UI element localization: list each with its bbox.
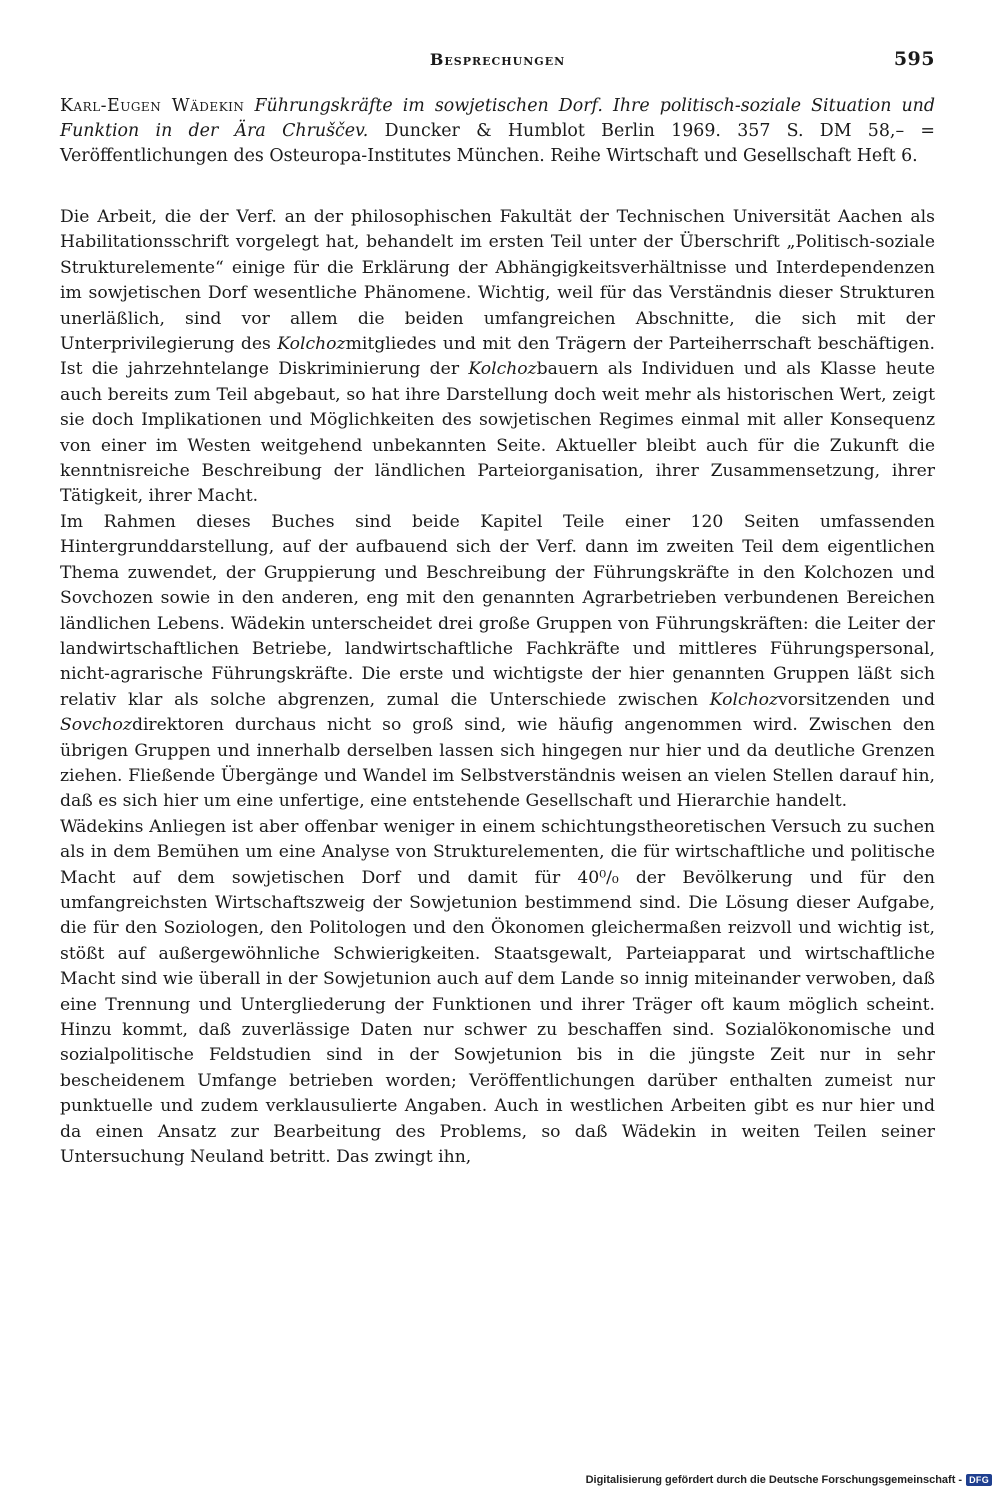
paragraph-3: Wädekins Anliegen ist aber offenbar weniger in einem schichtungstheoretischen Versuch zu suchen als in dem Bemühen um eine Analyse von Strukturelementen, die für wirtschaftliche und politische Macht auf dem sowjetischen Dorf und damit für 40⁰/₀ der Bevölkerung und für den umfangreichsten Wirtschaftszweig der Sowjetunion bestimmend sind. Die Lösung dieser Aufgabe, die für den Soziologen, den Politologen und den Ökonomen gleichermaßen reizvoll und wichtig ist, stößt auf außergewöhnliche Schwierigkeiten. Staatsgewalt, Parteiapparat und wirtschaftliche Macht sind wie überall in der Sowjetunion auch auf dem Lande so innig miteinander verwoben, daß eine Trennung und Untergliederung der Funktionen und ihrer Träger oft kaum möglich scheint. Hinzu kommt, daß zuverlässige Daten nur schwer zu beschaffen sind. Sozialökonomische und sozialpolitische Feldstudien sind in der Sowjetunion bis in die jüngste Zeit nur in sehr bescheidenem Umfange betrieben worden; Veröffentlichungen darüber enthalten zumeist nur punktuelle und zudem verklausulierte Angaben. Auch in westlichen Arbeiten gibt es nur hier und da einen Ansatz zur Bearbeitung des Problems, so daß Wädekin in weiten Teilen seiner Untersuchung Neuland betritt. Das zwingt ihn, (60, 816, 935, 1168)
digitization-footer (586, 1474, 992, 1486)
running-title: Besprechungen (429, 50, 566, 69)
paragraph-1-text-1: Die Arbeit, die der Verf. an der philosophischen Fakultät der Technischen Universität Aachen als Habilitationsschrift vorgelegt hat, behandelt im ersten Teil unter der Überschrift „Politisch-soziale Strukturelemente“ einige für die Erklärung der Abhängigkeitsverhältnisse und Interdependenzen im sowjetischen Dorf wesentliche Phänomene. Wichtig, weil für das Verständnis dieser Strukturen unerläßlich, sind vor allem die beiden umfangreichen Abschnitte, die sich mit der Unterprivilegierung des (60, 207, 935, 355)
paragraph-2-italic-1: Kolchoz (709, 689, 779, 710)
paragraph-2-italic-2: Sovchoz (60, 715, 132, 736)
paragraph-1-italic-2: Kolchoz (468, 359, 537, 380)
paragraph-2-text-2: vorsitzenden und (778, 689, 935, 710)
book-citation (60, 94, 935, 169)
citation-title: Führungskräfte im sowjetischen Dorf. Ihre politisch-soziale Situation und Funktion in der Ära Chruščev. (60, 96, 935, 141)
paragraph-1-italic-1: Kolchoz (277, 334, 346, 355)
paragraph-1 (60, 205, 935, 510)
running-header (60, 46, 935, 76)
citation-publication: Duncker & Humblot Berlin 1969. 357 S. DM 58,– = Veröffentlichungen des Osteuropa-Institutes München. Reihe Wirtschaft und Gesellschaft Heft 6. (60, 121, 936, 166)
dfg-logo-icon: DFG (966, 1474, 992, 1486)
paragraph-1-text-2: mitgliedes und mit den Trägern der Parteiherrschaft beschäftigen. Ist die jahrzehntelange Diskriminierung der (60, 334, 935, 380)
citation-author: Karl-Eugen Wädekin (60, 96, 245, 116)
paragraph-2 (60, 510, 935, 815)
document-page (60, 46, 935, 1170)
digitization-note: Digitalisierung gefördert durch die Deutsche Forschungsgemeinschaft - (585, 1474, 963, 1486)
review-body (60, 205, 935, 1170)
paragraph-2-text-3: direktoren durchaus nicht so groß sind, wie häufig angenommen wird. Zwischen den übrigen Gruppen und innerhalb derselben lassen sich hingegen nur hier und da deutliche Grenzen ziehen. Fließende Übergänge und Wandel im Selbstverständnis weisen an vielen Stellen darauf hin, daß es sich hier um eine unfertige, eine entstehende Gesellschaft und Hierarchie handelt. (60, 715, 935, 812)
paragraph-1-text-3: bauern als Individuen und als Klasse heute auch bereits zum Teil abgebaut, so hat ihre Darstellung doch weit mehr als historischen Wert, zeigt sie doch Implikationen und Möglichkeiten des sowjetischen Regimes einmal mit aller Konsequenz von einer im Westen weitgehend unbekannten Seite. Aktueller bleibt auch für die Zukunft die kenntnisreiche Beschreibung der ländlichen Parteiorganisation, ihrer Zusammensetzung, ihrer Tätigkeit, ihrer Macht. (60, 359, 935, 507)
page-number: 595 (893, 48, 935, 70)
paragraph-2-text-1: Im Rahmen dieses Buches sind beide Kapitel Teile einer 120 Seiten umfassenden Hintergrunddarstellung, auf der aufbauend sich der Verf. dann im zweiten Teil dem eigentlichen Thema zuwendet, der Gruppierung und Beschreibung der Führungskräfte in den Kolchozen und Sovchozen sowie in den anderen, eng mit den genannten Agrarbetrieben verbundenen Bereichen ländlichen Lebens. Wädekin unterscheidet drei große Gruppen von Führungskräften: die Leiter der landwirtschaftlichen Betriebe, landwirtschaftliche Fachkräfte und mittleres Führungspersonal, nicht-agrarische Führungskräfte. Die erste und wichtigste der hier genannten Gruppen läßt sich relativ klar als solche abgrenzen, zumal die Unterschiede zwischen (60, 511, 935, 710)
